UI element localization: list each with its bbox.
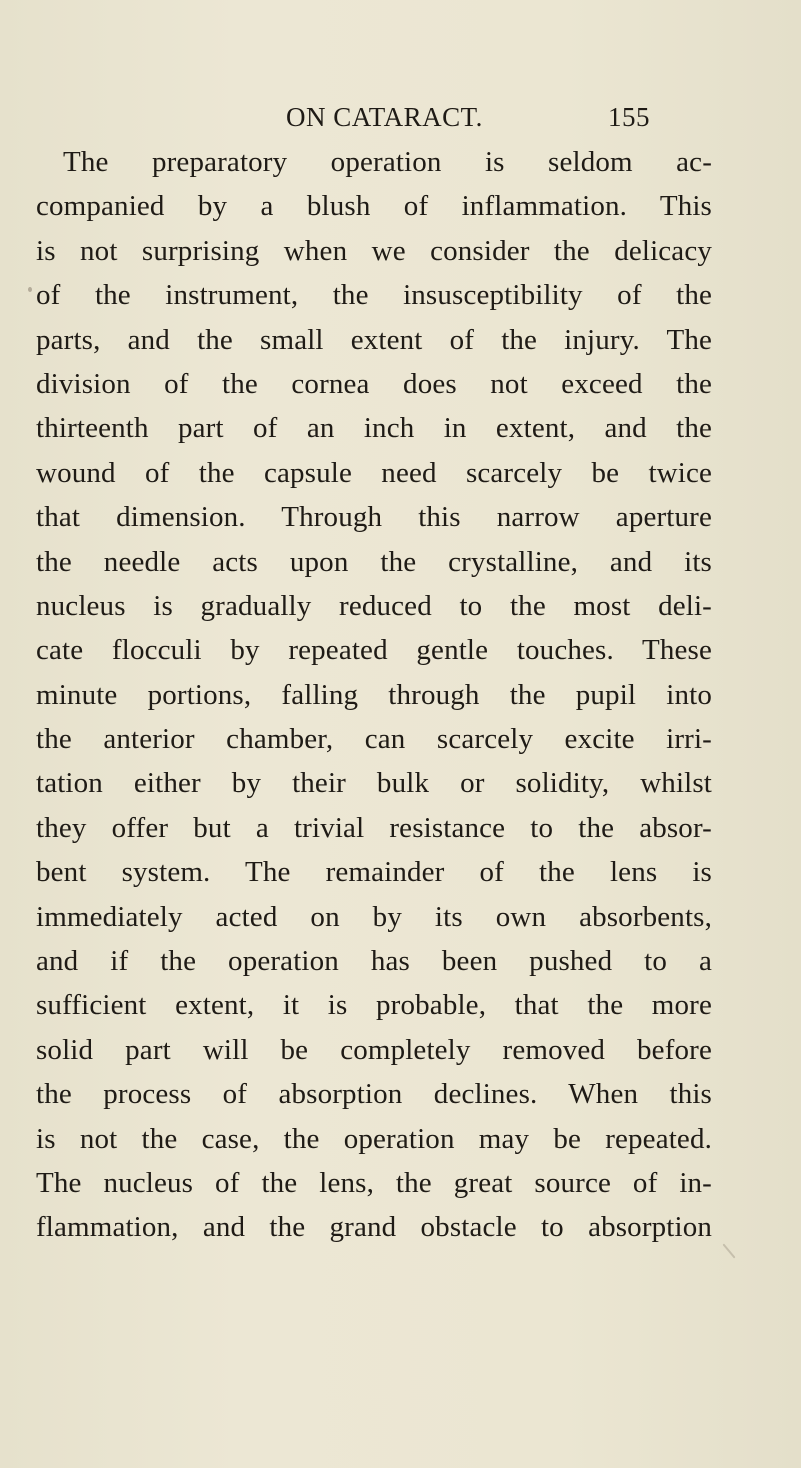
text-line: The nucleus of the lens, the great source of in- (36, 1166, 712, 1199)
text-line: they offer but a trivial resistance to the absor- (36, 811, 712, 844)
text-line: sufficient extent, it is probable, that the more (36, 989, 712, 1022)
text-line: that dimension. Through this narrow aperture (36, 501, 712, 534)
text-line: The preparatory operation is seldom ac- (63, 146, 712, 178)
text-line: is not surprising when we consider the delicacy (36, 234, 712, 267)
text-line: the anterior chamber, can scarcely excite irri- (36, 723, 712, 756)
text-line: immediately acted on by its own absorbents, (36, 900, 712, 933)
paper-speck (722, 1243, 735, 1258)
running-title: ON CATARACT. (286, 102, 483, 132)
text-line: the process of absorption declines. When this (36, 1078, 712, 1111)
text-line: cate flocculi by repeated gentle touches. These (36, 634, 712, 667)
text-line: flammation, and the grand obstacle to absorption (36, 1211, 712, 1244)
text-line: the needle acts upon the crystalline, and its (36, 545, 712, 578)
text-line: thirteenth part of an inch in extent, and the (36, 412, 712, 445)
text-line: nucleus is gradually reduced to the most deli- (36, 589, 712, 622)
page-number: 155 (608, 102, 650, 132)
text-line: solid part will be completely removed before (36, 1033, 712, 1066)
text-line: division of the cornea does not exceed the (36, 367, 712, 400)
text-line: bent system. The remainder of the lens is (36, 856, 712, 889)
text-line: parts, and the small extent of the injury. The (36, 323, 712, 356)
text-line: is not the case, the operation may be repeated. (36, 1122, 712, 1155)
text-line: companied by a blush of inflammation. This (36, 190, 712, 223)
running-head (286, 99, 686, 135)
text-line: and if the operation has been pushed to a (36, 945, 712, 978)
body-paragraph (36, 140, 712, 1250)
text-line: wound of the capsule need scarcely be twice (36, 456, 712, 489)
text-line: tation either by their bulk or solidity, whilst (36, 767, 712, 800)
text-line: of the instrument, the insusceptibility of the (36, 279, 712, 312)
text-line: minute portions, falling through the pupil into (36, 678, 712, 711)
paper-speck (28, 287, 32, 292)
